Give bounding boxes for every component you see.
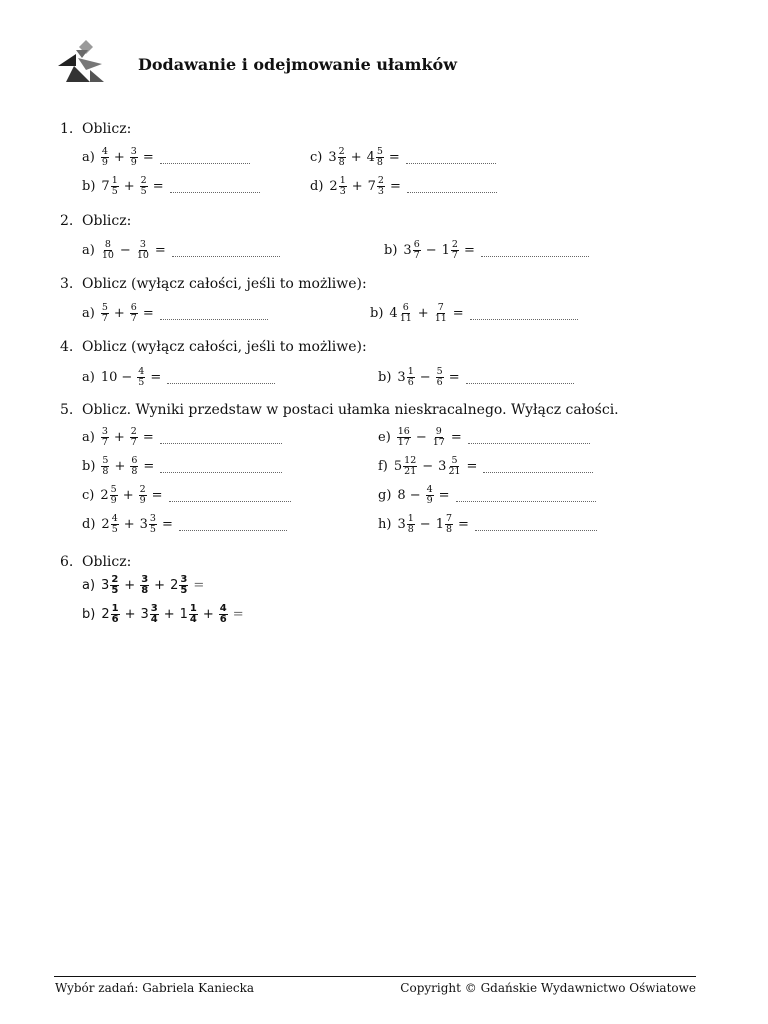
numerator: 4 xyxy=(101,145,108,157)
denominator: 8 xyxy=(131,465,138,477)
denominator: 8 xyxy=(407,523,414,535)
operator: + xyxy=(113,305,125,321)
problem-label: c) xyxy=(310,149,323,165)
problem-label: h) xyxy=(378,516,392,532)
denominator: 7 xyxy=(101,436,108,448)
problem-1a xyxy=(82,143,250,171)
fraction xyxy=(451,240,459,261)
problem-label: a) xyxy=(82,577,96,593)
fraction xyxy=(149,514,157,535)
whole-number: 2 xyxy=(170,577,179,593)
denominator: 8 xyxy=(102,465,109,477)
numerator: 1 xyxy=(111,602,119,614)
denominator: 7 xyxy=(130,436,137,448)
whole-number: 3 xyxy=(403,242,412,258)
numerator: 4 xyxy=(138,365,145,377)
fraction xyxy=(339,176,347,197)
problem-label: d) xyxy=(82,516,96,532)
answer-blank xyxy=(170,192,260,193)
numerator: 3 xyxy=(150,602,158,614)
whole-number: 5 xyxy=(393,458,403,474)
fraction xyxy=(426,485,434,506)
answer-blank xyxy=(167,383,275,384)
operator: + xyxy=(351,178,363,194)
fraction xyxy=(130,427,138,448)
answer-blank xyxy=(172,256,280,257)
fraction xyxy=(434,303,448,324)
numerator: 2 xyxy=(338,145,345,157)
numerator: 3 xyxy=(101,425,108,437)
fraction xyxy=(413,240,421,261)
operator: = xyxy=(152,178,164,194)
numerator: 1 xyxy=(339,174,346,186)
whole-number: 2 xyxy=(101,606,110,622)
fraction xyxy=(219,604,228,625)
fraction xyxy=(397,427,411,448)
exercise-heading: Oblicz (wyłącz całości, jeśli to możliwe): xyxy=(82,276,367,292)
exercise-number: 1. xyxy=(60,121,74,137)
fraction xyxy=(436,367,444,388)
exercise-number: 6. xyxy=(60,554,74,570)
footer-rule xyxy=(54,976,696,977)
whole-number: 3 xyxy=(397,516,406,532)
problem-label: f) xyxy=(378,458,388,474)
exercise-heading: Oblicz (wyłącz całości, jeśli to możliwe): xyxy=(82,339,367,355)
denominator: 9 xyxy=(110,494,117,506)
problem-label: b) xyxy=(82,178,96,194)
denominator: 5 xyxy=(180,584,188,596)
operator: = xyxy=(142,305,154,321)
fraction xyxy=(445,514,453,535)
numerator: 1 xyxy=(407,365,414,377)
problem-1c xyxy=(310,143,496,171)
operator: = xyxy=(448,369,460,385)
denominator: 5 xyxy=(111,523,118,535)
numerator: 5 xyxy=(102,454,109,466)
whole-number: 8 xyxy=(397,487,406,503)
answer-blank xyxy=(481,256,589,257)
whole-number: 3 xyxy=(438,458,447,474)
whole-number: 3 xyxy=(397,369,406,385)
numerator: 4 xyxy=(219,602,227,614)
numerator: 5 xyxy=(101,301,108,313)
problem-1b xyxy=(82,172,260,200)
numerator: 5 xyxy=(110,483,117,495)
fraction xyxy=(179,575,188,596)
operator: − xyxy=(425,242,437,258)
numerator: 2 xyxy=(451,238,458,250)
exercise-number: 2. xyxy=(60,213,74,229)
denominator: 10 xyxy=(101,249,114,261)
answer-blank xyxy=(466,383,574,384)
numerator: 6 xyxy=(130,301,137,313)
numerator: 9 xyxy=(435,425,442,437)
denominator: 6 xyxy=(407,376,414,388)
fraction xyxy=(130,456,138,477)
operator: + xyxy=(124,577,136,593)
operator: = xyxy=(151,487,163,503)
answer-blank xyxy=(470,319,578,320)
problem-label: c) xyxy=(82,487,95,503)
denominator: 3 xyxy=(377,185,384,197)
whole-number: 7 xyxy=(101,178,110,194)
problem-label: a) xyxy=(82,369,95,385)
fraction xyxy=(407,367,415,388)
problem-4b xyxy=(378,363,574,391)
numerator: 3 xyxy=(180,573,188,585)
denominator: 8 xyxy=(338,156,345,168)
denominator: 5 xyxy=(111,185,118,197)
denominator: 6 xyxy=(219,613,227,625)
whole-number: 3 xyxy=(140,606,149,622)
problem-2a xyxy=(82,236,280,264)
numerator: 5 xyxy=(376,145,383,157)
operator: − xyxy=(121,369,133,385)
denominator: 6 xyxy=(111,613,119,625)
denominator: 9 xyxy=(101,156,108,168)
answer-blank xyxy=(475,530,597,531)
whole-number: 7 xyxy=(367,178,376,194)
numerator: 3 xyxy=(130,145,137,157)
footer-author: Wybór zadań: Gabriela Kaniecka xyxy=(55,981,255,995)
whole-number: 3 xyxy=(328,149,337,165)
fraction xyxy=(130,147,138,168)
denominator: 10 xyxy=(136,249,149,261)
fraction xyxy=(150,604,159,625)
problem-5f xyxy=(378,452,593,480)
exercise-heading: Oblicz: xyxy=(82,213,132,229)
numerator: 1 xyxy=(407,512,414,524)
whole-number: 2 xyxy=(329,178,338,194)
exercise-number: 5. xyxy=(60,402,74,418)
numerator: 6 xyxy=(131,454,138,466)
numerator: 7 xyxy=(437,301,444,313)
fraction xyxy=(110,575,119,596)
denominator: 4 xyxy=(150,613,158,625)
operator: − xyxy=(422,458,434,474)
denominator: 4 xyxy=(189,613,197,625)
problem-label: a) xyxy=(82,305,95,321)
fraction xyxy=(130,303,138,324)
problem-label: b) xyxy=(384,242,398,258)
numerator: 6 xyxy=(413,238,420,250)
fraction xyxy=(140,176,148,197)
denominator: 7 xyxy=(101,312,108,324)
problem-3b xyxy=(370,299,578,327)
operator: + xyxy=(113,429,125,445)
problem-label: a) xyxy=(82,242,95,258)
whole-number: 1 xyxy=(441,242,450,258)
numerator: 2 xyxy=(140,174,147,186)
fraction xyxy=(399,303,413,324)
problem-3a xyxy=(82,299,268,327)
operator: − xyxy=(419,369,431,385)
denominator: 6 xyxy=(436,376,443,388)
problem-5d xyxy=(82,510,287,538)
numerator: 3 xyxy=(141,573,149,585)
problem-1d xyxy=(310,172,497,200)
exercise-number: 3. xyxy=(60,276,74,292)
problem-4a xyxy=(82,363,275,391)
denominator: 21 xyxy=(404,465,417,477)
answer-blank xyxy=(456,501,596,502)
whole-number: 3 xyxy=(101,577,110,593)
problem-label: g) xyxy=(378,487,392,503)
whole-number: 1 xyxy=(179,606,188,622)
problem-5c xyxy=(82,481,291,509)
problem-6b xyxy=(82,600,244,628)
problem-label: e) xyxy=(378,429,391,445)
numerator: 2 xyxy=(111,573,119,585)
numerator: 4 xyxy=(111,512,118,524)
answer-blank xyxy=(160,472,282,473)
fraction xyxy=(136,240,150,261)
numerator: 8 xyxy=(104,238,111,250)
whole-number: 4 xyxy=(366,149,375,165)
denominator: 8 xyxy=(141,584,149,596)
operator: − xyxy=(409,487,421,503)
whole-number: 2 xyxy=(101,516,110,532)
footer-copyright: Copyright © Gdańskie Wydawnictwo Oświatowe xyxy=(400,981,696,995)
operator: − xyxy=(415,429,427,445)
operator: + xyxy=(123,178,135,194)
operator: − xyxy=(419,516,431,532)
answer-blank xyxy=(160,443,282,444)
fraction xyxy=(111,514,119,535)
operator: = xyxy=(193,577,205,593)
operator: + xyxy=(417,305,429,321)
answer-blank xyxy=(406,163,496,164)
whole-number: 10 xyxy=(100,369,118,385)
numerator: 6 xyxy=(402,301,409,313)
answer-blank xyxy=(407,192,497,193)
fraction xyxy=(111,176,119,197)
fraction xyxy=(377,176,385,197)
fraction xyxy=(140,575,149,596)
numerator: 2 xyxy=(139,483,146,495)
denominator: 8 xyxy=(445,523,453,535)
answer-blank xyxy=(483,472,593,473)
problem-label: b) xyxy=(82,458,96,474)
problem-5h xyxy=(378,510,597,538)
fraction xyxy=(137,367,145,388)
operator: = xyxy=(458,516,469,532)
problem-label: b) xyxy=(378,369,392,385)
operator: + xyxy=(123,516,135,532)
problem-6a xyxy=(82,571,204,599)
problem-5a xyxy=(82,423,282,451)
numerator: 7 xyxy=(445,512,453,524)
exercise-heading: Oblicz. Wyniki przedstaw w postaci ułamka nieskracalnego. Wyłącz całości. xyxy=(82,402,619,418)
denominator: 5 xyxy=(111,584,119,596)
denominator: 8 xyxy=(376,156,383,168)
numerator: 2 xyxy=(377,174,384,186)
fraction xyxy=(101,427,109,448)
problem-5e xyxy=(378,423,590,451)
operator: = xyxy=(150,369,162,385)
operator: = xyxy=(161,516,173,532)
fraction xyxy=(376,147,384,168)
fraction xyxy=(432,427,446,448)
fraction xyxy=(110,485,118,506)
answer-blank xyxy=(160,319,268,320)
denominator: 17 xyxy=(432,436,445,448)
fraction xyxy=(403,456,417,477)
problem-label: a) xyxy=(82,149,95,165)
fraction xyxy=(189,604,198,625)
operator: = xyxy=(142,149,154,165)
operator: = xyxy=(452,305,464,321)
answer-blank xyxy=(468,443,590,444)
operator: + xyxy=(350,149,362,165)
denominator: 7 xyxy=(413,249,420,261)
answer-blank xyxy=(160,163,250,164)
operator: + xyxy=(113,149,125,165)
numerator: 16 xyxy=(397,425,410,437)
answer-blank xyxy=(179,530,287,531)
denominator: 7 xyxy=(451,249,458,261)
denominator: 5 xyxy=(138,376,145,388)
exercise-number: 4. xyxy=(60,339,74,355)
problem-label: b) xyxy=(370,305,384,321)
fraction xyxy=(111,604,120,625)
numerator: 5 xyxy=(451,454,458,466)
whole-number: 4 xyxy=(389,305,398,321)
publisher-logo xyxy=(56,40,106,82)
operator: = xyxy=(389,178,401,194)
fraction xyxy=(101,240,115,261)
problem-2b xyxy=(384,236,589,264)
whole-number: 3 xyxy=(139,516,148,532)
problem-label: d) xyxy=(310,178,324,194)
denominator: 9 xyxy=(139,494,146,506)
denominator: 17 xyxy=(397,436,410,448)
fraction xyxy=(338,147,346,168)
operator: − xyxy=(119,242,131,258)
problem-5g xyxy=(378,481,596,509)
denominator: 3 xyxy=(339,185,346,197)
denominator: 9 xyxy=(130,156,137,168)
fraction xyxy=(447,456,461,477)
numerator: 3 xyxy=(149,512,156,524)
numerator: 1 xyxy=(111,174,118,186)
denominator: 21 xyxy=(448,465,461,477)
numerator: 1 xyxy=(189,602,197,614)
operator: + xyxy=(122,487,134,503)
exercise-heading: Oblicz: xyxy=(82,121,132,137)
operator: + xyxy=(114,458,126,474)
fraction xyxy=(407,514,415,535)
page-title: Dodawanie i odejmowanie ułamków xyxy=(138,55,457,74)
numerator: 3 xyxy=(139,238,146,250)
operator: = xyxy=(466,458,478,474)
operator: + xyxy=(163,606,175,622)
operator: + xyxy=(154,577,166,593)
operator: = xyxy=(388,149,400,165)
denominator: 9 xyxy=(426,494,433,506)
operator: + xyxy=(124,606,136,622)
operator: = xyxy=(450,429,462,445)
denominator: 5 xyxy=(149,523,156,535)
whole-number: 2 xyxy=(100,487,109,503)
operator: = xyxy=(463,242,475,258)
denominator: 7 xyxy=(130,312,137,324)
operator: = xyxy=(154,242,166,258)
whole-number: 1 xyxy=(435,516,444,532)
numerator: 5 xyxy=(436,365,443,377)
exercise-heading: Oblicz: xyxy=(82,554,132,570)
operator: = xyxy=(232,606,244,622)
operator: = xyxy=(143,458,155,474)
answer-blank xyxy=(169,501,291,502)
denominator: 11 xyxy=(399,312,412,324)
numerator: 12 xyxy=(404,454,417,466)
fraction xyxy=(101,147,109,168)
fraction xyxy=(101,456,109,477)
fraction xyxy=(101,303,109,324)
denominator: 5 xyxy=(140,185,147,197)
operator: + xyxy=(202,606,214,622)
numerator: 4 xyxy=(426,483,433,495)
denominator: 11 xyxy=(434,312,447,324)
operator: = xyxy=(438,487,450,503)
problem-label: a) xyxy=(82,429,95,445)
fraction xyxy=(139,485,147,506)
operator: = xyxy=(142,429,154,445)
problem-label: b) xyxy=(82,606,96,622)
problem-5b xyxy=(82,452,282,480)
numerator: 2 xyxy=(130,425,137,437)
